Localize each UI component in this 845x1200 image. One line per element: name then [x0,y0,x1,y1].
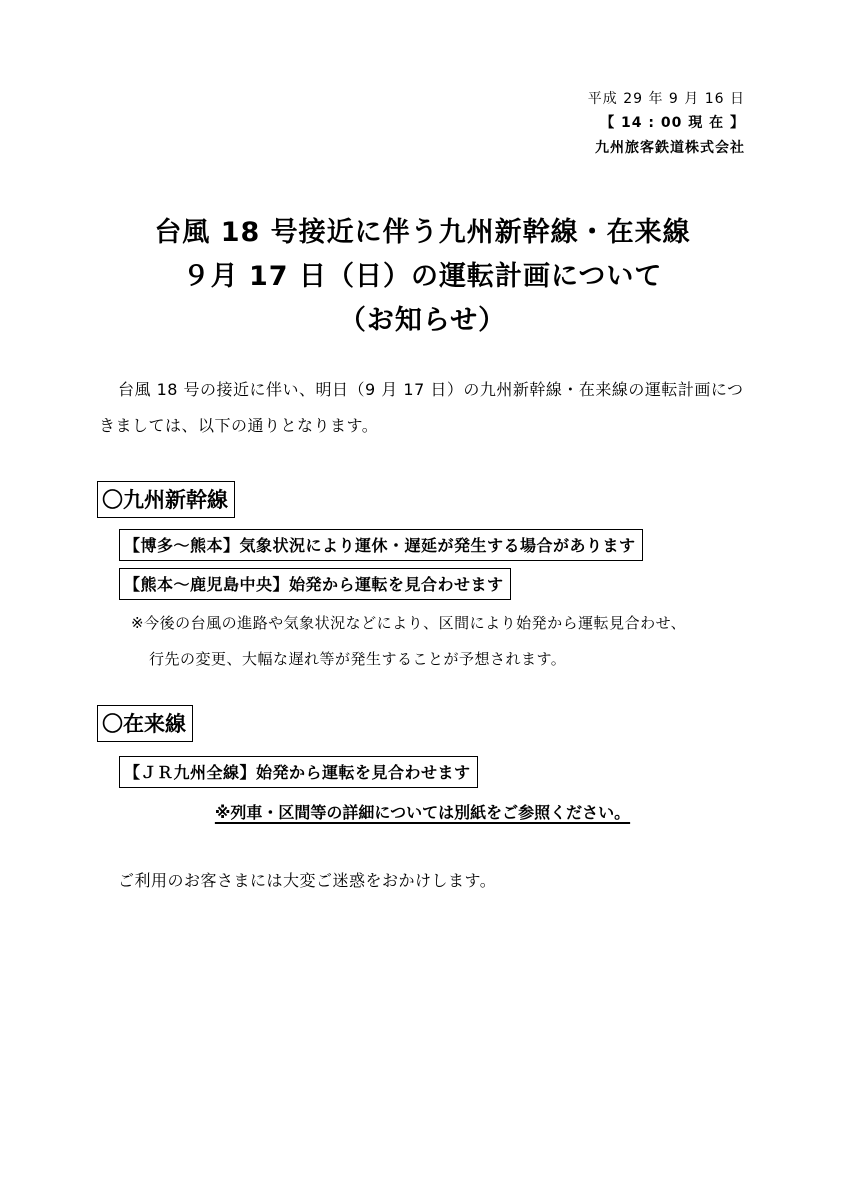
reference-note [0,800,845,823]
intro-line-1: 台風 18 号の接近に伴い、明日（9 月 17 日）の九州新幹線・在来線の運転計画につ [118,380,744,399]
shinkansen-note-line-1: ※今後の台風の進路や気象状況などにより、区間により始発から運転見合わせ、 [131,614,687,632]
title-line-3: （お知らせ） [338,305,507,336]
shinkansen-note-line-2: 行先の変更、大幅な遅れ等が発生することが予想されます。 [149,650,567,668]
closing-apology: ご利用のお客さまには大変ご迷惑をおかけします。 [118,871,497,890]
title-line-1: 台風 18 号接近に伴う九州新幹線・在来線 [154,217,691,248]
status-item-hakata-kumamoto: 【博多～熊本】気象状況により運休・遅延が発生する場合があります [119,529,643,561]
reference-note-text: ※列車・区間等の詳細については別紙をご参照ください。 [214,803,631,822]
section-heading-shinkansen: 〇九州新幹線 [97,481,235,518]
status-item-jr-kyushu-all-lines: 【ＪＲ九州全線】始発から運転を見合わせます [119,756,478,788]
status-item-kumamoto-kagoshima: 【熊本～鹿児島中央】始発から運転を見合わせます [119,568,511,600]
section-heading-conventional-lines: 〇在来線 [97,705,193,742]
company-name: 九州旅客鉄道株式会社 [595,140,745,156]
title-line-2: ９月 17 日（日）の運転計画について [182,261,663,292]
notice-date: 平成 29 年 9 月 16 日 [587,91,745,107]
intro-line-2: きましては、以下の通りとなります。 [99,416,379,435]
notice-time: 【 14 : 00 現 在 】 [600,115,745,131]
